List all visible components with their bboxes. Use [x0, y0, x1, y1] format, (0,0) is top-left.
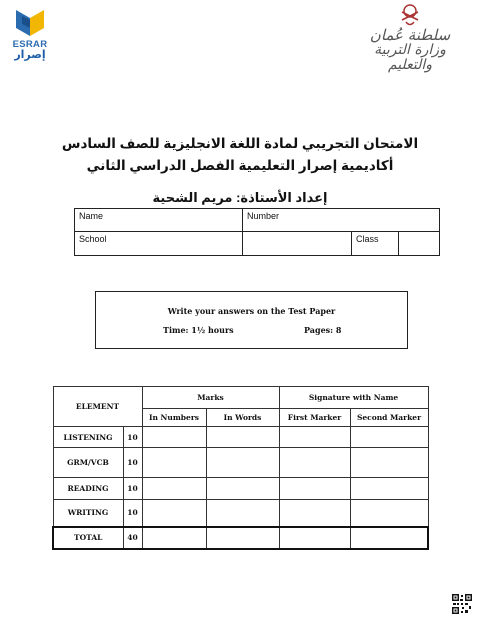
- second-marker-cell[interactable]: [350, 478, 428, 500]
- class-label-cell: [352, 232, 398, 255]
- second-marker-cell[interactable]: [350, 527, 428, 549]
- max-mark: 40: [123, 527, 142, 549]
- first-marker-header: First Marker: [279, 409, 350, 427]
- esrar-logo-arabic: إصرار: [14, 49, 46, 61]
- element-name: WRITING: [53, 500, 123, 527]
- ministry-name: وزارة التربية والتعليم: [374, 42, 446, 73]
- second-marker-cell[interactable]: [350, 500, 428, 527]
- marks-table: [52, 386, 429, 550]
- exam-pages: Pages: 8: [304, 325, 342, 335]
- ministry-logo: [350, 2, 470, 74]
- prepared-by: إعداد الأستاذة: مريم الشحية: [152, 190, 328, 205]
- name-field[interactable]: [75, 209, 242, 231]
- number-field[interactable]: [243, 209, 439, 231]
- mark-words-cell[interactable]: [206, 448, 279, 478]
- school-extra-field[interactable]: [243, 232, 351, 255]
- oman-emblem-icon: [397, 2, 423, 28]
- first-marker-cell[interactable]: [279, 500, 350, 527]
- mark-numbers-cell[interactable]: [142, 478, 206, 500]
- element-header: ELEMENT: [53, 387, 142, 427]
- school-label: School: [79, 234, 107, 244]
- element-name: READING: [53, 478, 123, 500]
- total-row: [53, 527, 428, 549]
- second-marker-cell[interactable]: [350, 448, 428, 478]
- max-mark: 10: [123, 427, 142, 448]
- exam-subtitle: أكاديمية إصرار التعليمية الفصل الدراسي الثاني: [86, 158, 394, 173]
- esrar-logo: [6, 6, 54, 68]
- second-marker-header: Second Marker: [350, 409, 428, 427]
- table-row: [53, 478, 428, 500]
- esrar-logo-text: ESRAR: [12, 39, 48, 50]
- mark-words-cell[interactable]: [206, 500, 279, 527]
- element-name: TOTAL: [53, 527, 123, 549]
- mark-words-cell[interactable]: [206, 478, 279, 500]
- instructions-box: [95, 291, 408, 349]
- max-mark: 10: [123, 448, 142, 478]
- table-row: [53, 427, 428, 448]
- in-words-header: In Words: [206, 409, 279, 427]
- instructions-text: Write your answers on the Test Paper: [167, 306, 336, 316]
- mark-numbers-cell[interactable]: [142, 527, 206, 549]
- mark-numbers-cell[interactable]: [142, 427, 206, 448]
- name-label: Name: [79, 211, 104, 221]
- class-field[interactable]: [399, 232, 439, 255]
- first-marker-cell[interactable]: [279, 427, 350, 448]
- table-row: [53, 500, 428, 527]
- max-mark: 10: [123, 500, 142, 527]
- number-label: Number: [247, 211, 280, 221]
- table-row: [53, 448, 428, 478]
- in-numbers-header: In Numbers: [142, 409, 206, 427]
- first-marker-cell[interactable]: [279, 527, 350, 549]
- exam-time: Time: 1½ hours: [163, 325, 234, 335]
- mark-words-cell[interactable]: [206, 527, 279, 549]
- student-info-table: [74, 208, 440, 256]
- marks-header: Marks: [142, 387, 279, 409]
- qr-code-icon: [452, 594, 472, 614]
- ministry-country: سلطنة عُمان: [369, 26, 451, 44]
- second-marker-cell[interactable]: [350, 427, 428, 448]
- max-mark: 10: [123, 478, 142, 500]
- mark-numbers-cell[interactable]: [142, 448, 206, 478]
- signature-header: Signature with Name: [279, 387, 428, 409]
- element-name: GRM/VCB: [53, 448, 123, 478]
- first-marker-cell[interactable]: [279, 448, 350, 478]
- mark-numbers-cell[interactable]: [142, 500, 206, 527]
- esrar-emblem-icon: [12, 6, 48, 38]
- element-name: LISTENING: [53, 427, 123, 448]
- exam-title: الامتحان التجريبي لمادة اللغة الانجليزية للصف السادس: [61, 136, 419, 151]
- class-label: Class: [356, 234, 379, 244]
- first-marker-cell[interactable]: [279, 478, 350, 500]
- school-field[interactable]: [75, 232, 242, 255]
- mark-words-cell[interactable]: [206, 427, 279, 448]
